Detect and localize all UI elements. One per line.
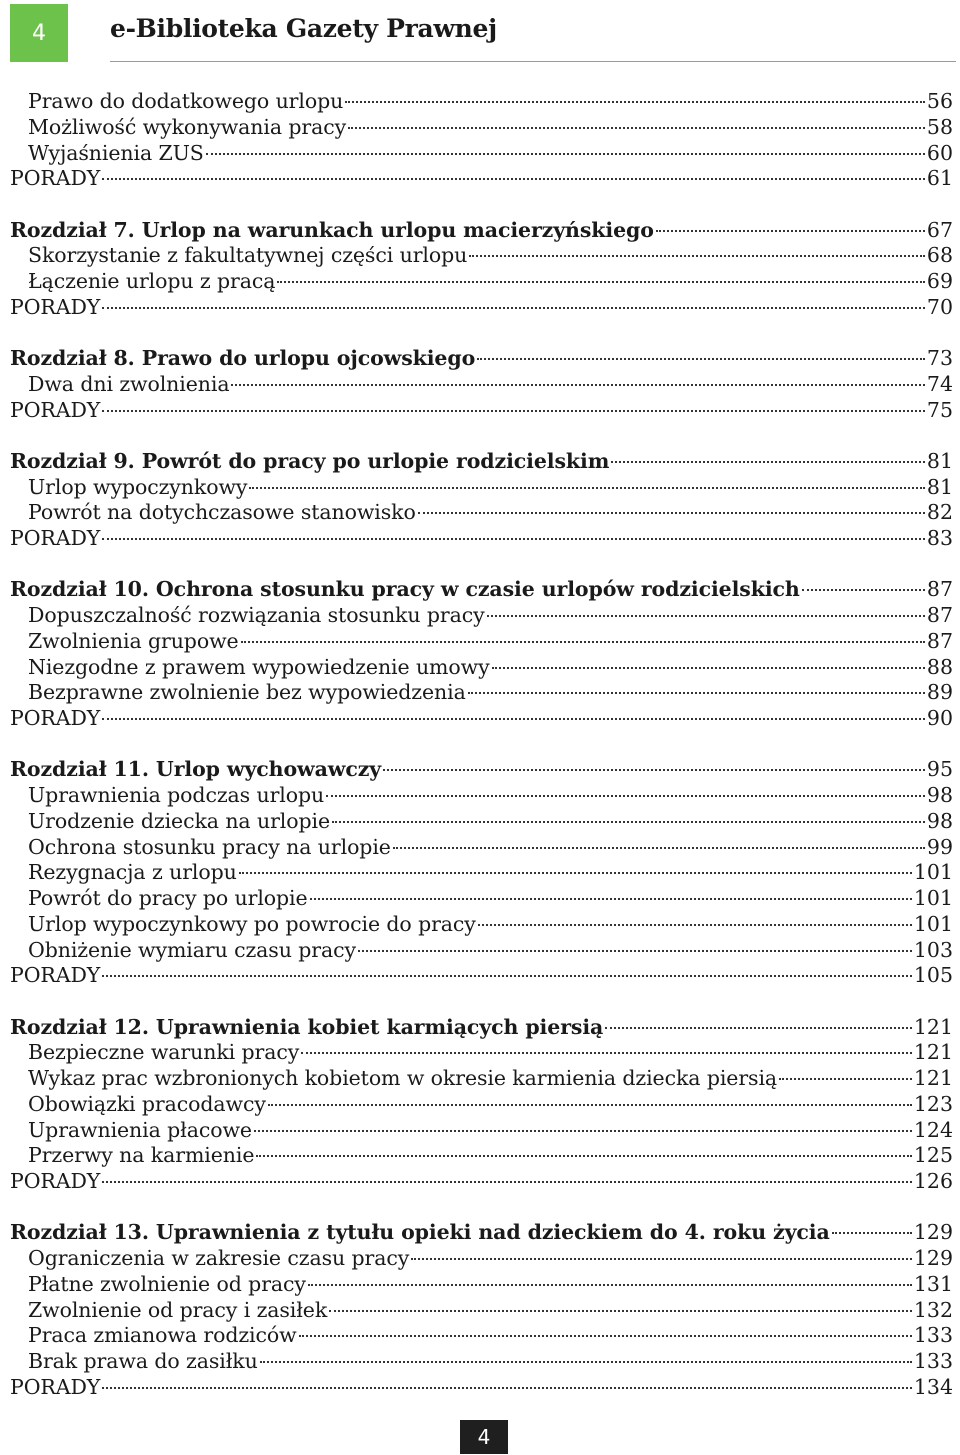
toc-entry-page: 132 <box>913 1297 953 1322</box>
toc-entry-page: 121 <box>913 1040 953 1065</box>
toc-entry <box>10 938 953 964</box>
dot-leader <box>256 1155 911 1157</box>
dot-leader <box>348 127 925 129</box>
toc-entry <box>10 1349 953 1375</box>
toc-entry-label: PORADY <box>10 1169 101 1193</box>
dot-leader <box>656 230 925 232</box>
toc-entry-page: 98 <box>926 808 953 833</box>
toc-entry <box>10 141 953 167</box>
dot-leader <box>492 667 925 669</box>
toc-entry-page: 89 <box>926 680 953 705</box>
dot-leader <box>102 975 912 977</box>
toc-entry-label: Dwa dni zwolnienia <box>28 371 230 396</box>
toc-chapter-entry <box>10 757 953 783</box>
toc-entry-label: Rozdział 7. Urlop na warunkach urlopu macierzyńskiego <box>10 217 654 242</box>
toc-entry-label: Brak prawa do zasiłku <box>28 1349 258 1373</box>
dot-leader <box>254 1130 912 1132</box>
toc-entry-label: Obowiązki pracodawcy <box>28 1091 266 1116</box>
toc-entry-label: Rozdział 9. Powrót do pracy po urlopie rodzicielskim <box>10 448 610 473</box>
toc-entry-label: Niezgodne z prawem wypowiedzenie umowy <box>28 654 490 679</box>
dot-leader <box>383 769 925 771</box>
toc-entry-page: 126 <box>913 1169 953 1193</box>
dot-leader <box>411 1258 912 1260</box>
toc-entry-label: Rozdział 10. Ochrona stosunku pracy w czasie urlopów rodzicielskich <box>10 577 800 602</box>
toc-entry-page: 101 <box>913 860 953 885</box>
dot-leader <box>326 795 925 797</box>
toc-entry-page: 105 <box>913 963 953 988</box>
toc-entry-label: Rozdział 13. Uprawnienia z tytułu opieki nad dzieckiem do 4. roku życia <box>10 1220 830 1245</box>
toc-entry <box>10 912 953 938</box>
toc-entry-label: Ograniczenia w zakresie czasu pracy <box>28 1246 410 1270</box>
toc-entry <box>10 1246 953 1272</box>
toc-entry-page: 82 <box>926 500 953 525</box>
toc-entry-page: 133 <box>913 1323 953 1348</box>
toc-entry-label: Urlop wypoczynkowy po powrocie do pracy <box>28 911 476 936</box>
toc-entry-label: Urodzenie dziecka na urlopie <box>28 808 330 833</box>
header-page-number: 4 <box>10 4 68 62</box>
toc-entry <box>10 500 953 526</box>
toc-chapter-entry <box>10 449 953 475</box>
toc-entry-page: 81 <box>926 474 953 499</box>
dot-leader <box>249 487 925 489</box>
toc-porady-entry <box>10 526 953 552</box>
header-divider <box>110 61 956 62</box>
toc-entry-page: 121 <box>913 1066 953 1090</box>
toc-entry-page: 129 <box>913 1246 953 1270</box>
toc-entry-label: Możliwość wykonywania pracy <box>28 114 347 139</box>
toc-entry-label: Wyjaśnienia ZUS <box>28 140 204 165</box>
toc-entry <box>10 809 953 835</box>
toc-entry-page: 60 <box>926 140 953 165</box>
toc-porady-entry <box>10 398 953 424</box>
dot-leader <box>241 641 925 643</box>
toc-entry-label: PORADY <box>10 294 101 319</box>
dot-leader <box>329 1310 912 1312</box>
toc-entry-page: 103 <box>913 937 953 962</box>
toc-entry-label: Prawo do dodatkowego urlopu <box>28 89 344 113</box>
toc-chapter-entry <box>10 218 953 244</box>
toc-entry-label: Powrót na dotychczasowe stanowisko <box>28 500 416 525</box>
dot-leader <box>487 615 925 617</box>
toc-porady-entry <box>10 1375 953 1401</box>
toc-entry-page: 124 <box>913 1117 953 1142</box>
toc-entry-label: Obniżenie wymiaru czasu pracy <box>28 937 356 962</box>
toc-entry-label: Rozdział 11. Urlop wychowawczy <box>10 757 382 782</box>
dot-leader <box>605 1027 912 1029</box>
toc-porady-entry <box>10 166 953 192</box>
dot-leader <box>469 255 925 257</box>
toc-porady-entry <box>10 963 953 989</box>
toc-entry-page: 81 <box>926 448 953 473</box>
dot-leader <box>102 538 925 540</box>
toc-entry-label: Rozdział 8. Prawo do urlopu ojcowskiego <box>10 346 476 370</box>
dot-leader <box>102 178 925 180</box>
toc-entry-page: 88 <box>926 654 953 679</box>
toc-entry <box>10 372 953 398</box>
toc-entry-page: 101 <box>913 911 953 936</box>
header-title: e-Biblioteka Gazety Prawnej <box>110 14 497 43</box>
toc-entry-label: Bezprawne zwolnienie bez wypowiedzenia <box>28 680 466 705</box>
toc-entry-page: 134 <box>913 1374 953 1399</box>
toc-entry-page: 67 <box>926 217 953 242</box>
dot-leader <box>102 718 925 720</box>
toc-entry-page: 129 <box>913 1220 953 1245</box>
toc-entry-label: Bezpieczne warunki pracy <box>28 1040 300 1065</box>
dot-leader <box>301 1052 912 1054</box>
toc-entry <box>10 1092 953 1118</box>
dot-leader <box>299 1335 912 1337</box>
dot-leader <box>393 847 925 849</box>
toc-entry-label: Powrót do pracy po urlopie <box>28 886 308 910</box>
toc-entry-page: 87 <box>926 603 953 627</box>
toc-entry-label: Zwolnienie od pracy i zasiłek <box>28 1297 328 1322</box>
dot-leader <box>332 821 925 823</box>
dot-leader <box>477 358 925 360</box>
toc-entry-page: 131 <box>913 1271 953 1296</box>
dot-leader <box>277 281 925 283</box>
toc-entry-page: 69 <box>926 269 953 293</box>
dot-leader <box>206 153 925 155</box>
toc-entry-label: Uprawnienia podczas urlopu <box>28 783 325 807</box>
toc-porady-entry <box>10 295 953 321</box>
dot-leader <box>832 1232 912 1234</box>
toc-entry-page: 87 <box>926 577 953 602</box>
toc-entry-page: 99 <box>926 834 953 859</box>
toc-entry-label: PORADY <box>10 397 101 422</box>
dot-leader <box>468 692 925 694</box>
toc-entry-page: 121 <box>913 1014 953 1039</box>
toc-porady-entry <box>10 1169 953 1195</box>
toc-chapter-entry <box>10 346 953 372</box>
toc-entry-page: 75 <box>926 397 953 422</box>
toc-entry <box>10 115 953 141</box>
toc-entry-label: Rezygnacja z urlopu <box>28 860 237 885</box>
dot-leader <box>102 410 925 412</box>
toc-entry <box>10 835 953 861</box>
toc-entry-page: 123 <box>913 1091 953 1116</box>
toc-entry-label: PORADY <box>10 526 101 550</box>
toc-entry-label: Uprawnienia płacowe <box>28 1117 252 1142</box>
toc-entry <box>10 243 953 269</box>
toc-entry-page: 125 <box>913 1143 953 1168</box>
toc-porady-entry <box>10 706 953 732</box>
dot-leader <box>102 307 925 309</box>
table-of-contents <box>10 89 953 1401</box>
toc-entry-page: 73 <box>926 346 953 370</box>
toc-entry <box>10 886 953 912</box>
toc-entry-page: 68 <box>926 243 953 268</box>
toc-entry-page: 101 <box>913 886 953 910</box>
toc-entry-label: PORADY <box>10 706 101 730</box>
toc-entry-label: Dopuszczalność rozwiązania stosunku pracy <box>28 603 485 627</box>
toc-entry <box>10 655 953 681</box>
toc-entry-page: 58 <box>926 114 953 139</box>
toc-entry-page: 87 <box>926 628 953 653</box>
toc-entry <box>10 1118 953 1144</box>
dot-leader <box>478 924 912 926</box>
toc-chapter-entry <box>10 577 953 603</box>
dot-leader <box>310 898 912 900</box>
toc-entry <box>10 475 953 501</box>
dot-leader <box>239 872 912 874</box>
toc-chapter-entry <box>10 1015 953 1041</box>
toc-entry <box>10 269 953 295</box>
toc-entry-page: 70 <box>926 294 953 319</box>
toc-entry-label: PORADY <box>10 166 101 191</box>
toc-entry-label: Skorzystanie z fakultatywnej części urlopu <box>28 243 468 268</box>
toc-entry-label: Łączenie urlopu z pracą <box>28 269 276 293</box>
toc-entry <box>10 1298 953 1324</box>
toc-entry <box>10 860 953 886</box>
toc-entry <box>10 1272 953 1298</box>
toc-entry-page: 61 <box>926 166 953 191</box>
toc-entry-label: Urlop wypoczynkowy <box>28 474 248 499</box>
toc-entry <box>10 89 953 115</box>
footer-page-number: 4 <box>460 1420 508 1454</box>
toc-entry-label: Praca zmianowa rodziców <box>28 1323 297 1348</box>
toc-entry-page: 98 <box>926 783 953 807</box>
toc-entry <box>10 603 953 629</box>
dot-leader <box>231 384 924 386</box>
dot-leader <box>268 1104 912 1106</box>
toc-entry <box>10 1066 953 1092</box>
dot-leader <box>802 589 925 591</box>
dot-leader <box>308 1284 912 1286</box>
toc-entry-label: Przerwy na karmienie <box>28 1143 255 1168</box>
toc-entry-label: PORADY <box>10 1374 101 1399</box>
dot-leader <box>779 1078 912 1080</box>
dot-leader <box>260 1361 912 1363</box>
toc-entry-label: Płatne zwolnienie od pracy <box>28 1271 306 1296</box>
toc-entry-page: 83 <box>926 526 953 550</box>
toc-entry-label: Zwolnienia grupowe <box>28 628 239 653</box>
toc-entry-page: 95 <box>926 757 953 782</box>
toc-entry-page: 90 <box>926 706 953 730</box>
toc-entry <box>10 680 953 706</box>
dot-leader <box>611 461 925 463</box>
dot-leader <box>102 1387 912 1389</box>
toc-entry-page: 133 <box>913 1349 953 1373</box>
dot-leader <box>358 950 912 952</box>
toc-entry <box>10 1040 953 1066</box>
toc-entry <box>10 783 953 809</box>
page-header <box>0 0 960 70</box>
toc-entry-label: PORADY <box>10 963 101 988</box>
toc-entry <box>10 629 953 655</box>
toc-chapter-entry <box>10 1220 953 1246</box>
toc-entry-label: Rozdział 12. Uprawnienia kobiet karmiących piersią <box>10 1014 604 1039</box>
toc-entry <box>10 1143 953 1169</box>
dot-leader <box>102 1181 912 1183</box>
dot-leader <box>345 101 925 103</box>
toc-entry-label: Wykaz prac wzbronionych kobietom w okresie karmienia dziecka piersią <box>28 1066 778 1090</box>
dot-leader <box>418 512 925 514</box>
toc-entry-page: 74 <box>926 371 953 396</box>
toc-entry-label: Ochrona stosunku pracy na urlopie <box>28 834 391 859</box>
toc-entry-page: 56 <box>926 89 953 113</box>
toc-entry <box>10 1323 953 1349</box>
